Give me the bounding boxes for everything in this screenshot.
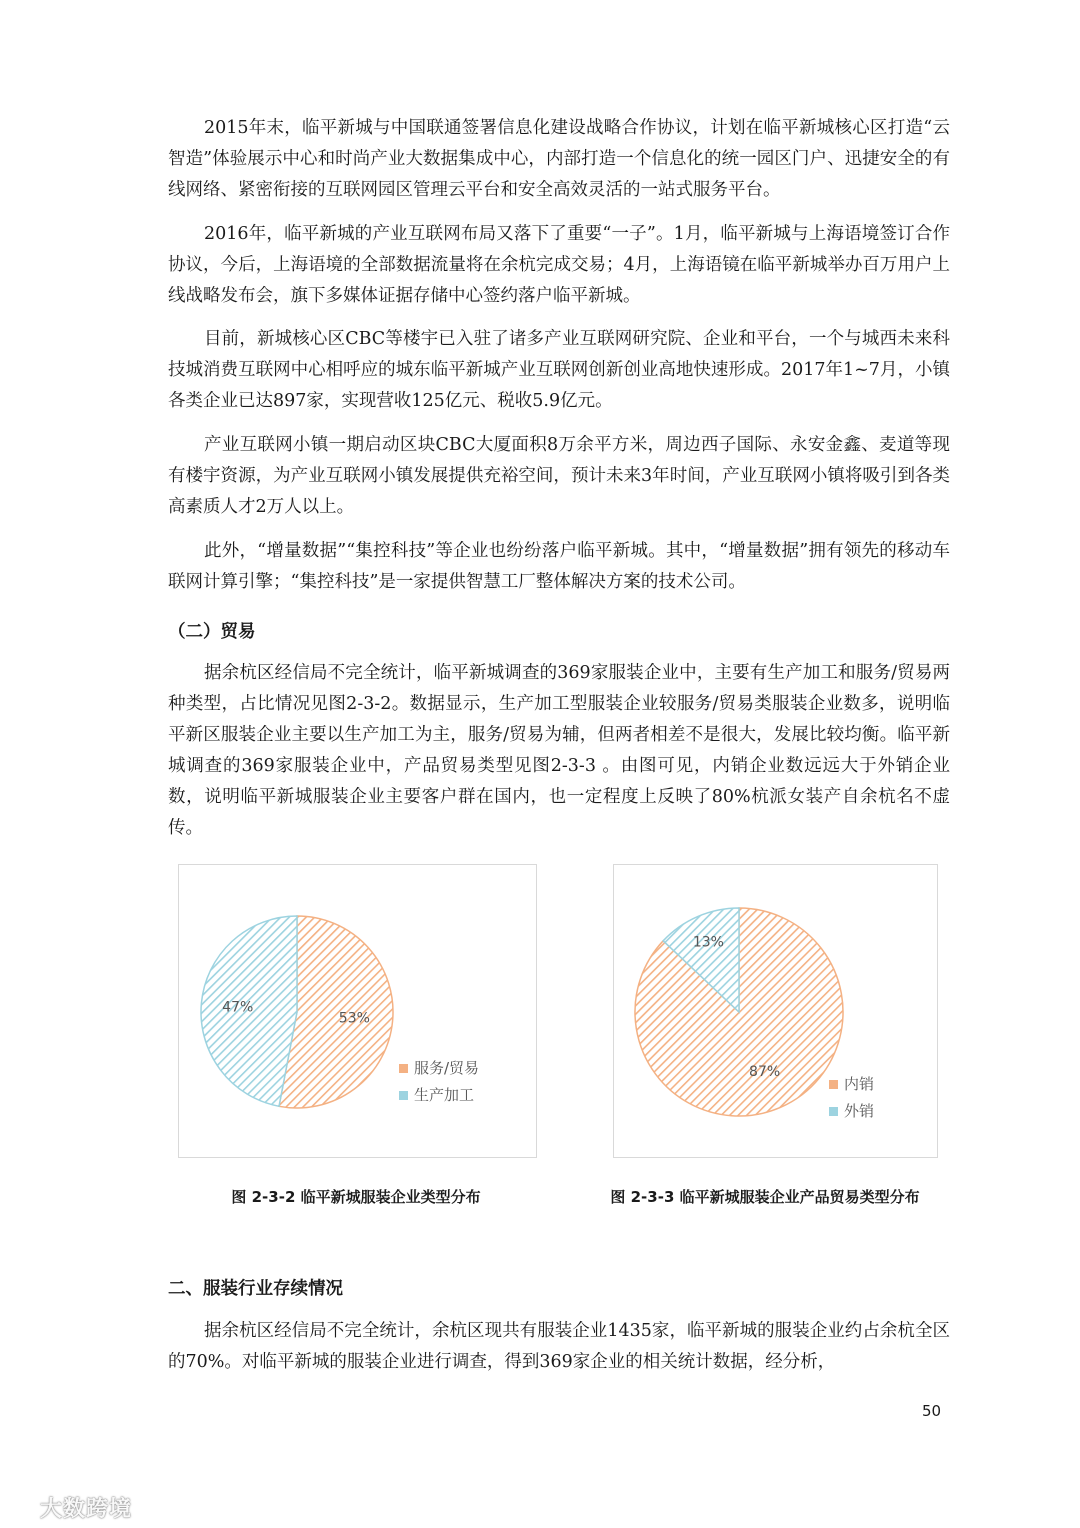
legend-label-2: 生产加工 — [414, 1086, 475, 1104]
paragraph-1: 2015年末，临平新城与中国联通签署信息化建设战略合作协议，计划在临平新城核心区打造“云智造”体验展示中心和时尚产业大数据集成中心，内部打造一个信息化的统一园区门户、迅捷安全的有线网络、紧密衔接的互联网园区管理云平台和安全高效灵活的一站式服务平台。 — [168, 118, 950, 200]
legend-swatch-2 — [829, 1107, 838, 1116]
watermark — [8, 1492, 132, 1523]
section-heading-trade: （二）贸易 — [168, 622, 256, 642]
legend-label-2: 外销 — [844, 1102, 875, 1120]
legend-swatch-2 — [399, 1091, 408, 1100]
section-heading-survival: 二、服装行业存续情况 — [168, 1279, 343, 1299]
paragraph-2: 2016年，临平新城的产业互联网布局又落下了重要“一子”。1月，临平新城与上海语境签订合作协议，今后，上海语境的全部数据流量将在余杭完成交易；4月，上海语镜在临平新城举办百万用户上线战略发布会，旗下多媒体证据存储中心签约落户临平新城。 — [168, 224, 950, 306]
paragraph-4: 产业互联网小镇一期启动区块CBC大厦面积8万余平方米，周边西子国际、永安金鑫、麦道等现有楼宇资源，为产业互联网小镇发展提供充裕空间，预计未来3年时间，产业互联网小镇将吸引到各类高素质人才2万人以上。 — [168, 435, 950, 517]
chart-enterprise-type — [178, 864, 537, 1158]
pie-data-label-1: 87% — [749, 1064, 781, 1081]
legend-swatch-1 — [829, 1080, 838, 1089]
page-number: 50 — [922, 1402, 942, 1420]
watermark-logo-icon — [8, 1497, 36, 1519]
figure-caption-2-3-3: 图 2-3-3 临平新城服装企业产品贸易类型分布 — [610, 1188, 920, 1206]
chart-trade-type — [613, 864, 938, 1158]
paragraph-survival: 据余杭区经信局不完全统计，余杭区现共有服装企业1435家，临平新城的服装企业约占余杭全区的70%。对临平新城的服装企业进行调查，得到369家企业的相关统计数据，经分析， — [168, 1321, 950, 1372]
pie-data-label-2: 13% — [692, 934, 724, 951]
pie-data-label-1: 53% — [338, 1010, 370, 1027]
paragraph-5: 此外，“增量数据”“集控科技”等企业也纷纷落户临平新城。其中，“增量数据”拥有领先的移动车联网计算引擎；“集控科技”是一家提供智慧工厂整体解决方案的技术公司。 — [168, 541, 950, 592]
pie-chart-enterprise-type — [179, 865, 536, 1157]
pie-data-label-2: 47% — [222, 999, 254, 1016]
paragraph-3: 目前，新城核心区CBC等楼宇已入驻了诸多产业互联网研究院、企业和平台，一个与城西未来科技城消费互联网中心相呼应的城东临平新城产业互联网创新创业高地快速形成。2017年1~7月，小镇各类企业已达897家，实现营收125亿元、税收5.9亿元。 — [168, 329, 950, 411]
legend-label-1: 服务/贸易 — [414, 1059, 480, 1077]
legend-label-1: 内销 — [844, 1075, 875, 1093]
pie-chart-trade-type — [614, 865, 937, 1157]
figure-caption-2-3-2: 图 2-3-2 临平新城服装企业类型分布 — [231, 1188, 481, 1206]
paragraph-trade: 据余杭区经信局不完全统计，临平新城调查的369家服装企业中，主要有生产加工和服务/贸易两种类型，占比情况见图2-3-2。数据显示，生产加工型服装企业较服务/贸易类服装企业数多，说明临平新区服装企业主要以生产加工为主，服务/贸易为辅，但两者相差不是很大，发展比较均衡。临平新城调查的369家服装企业中，产品贸易类型见图2-3-3 。由图可见，内销企业数远远大于外销企业数，说明临平新城服装企业主要客户群在国内，也一定程度上反映了80%杭派女装产自余杭名不虚传。 — [168, 663, 950, 838]
watermark-text: 大数跨境 — [40, 1497, 133, 1522]
legend-swatch-1 — [399, 1064, 408, 1073]
